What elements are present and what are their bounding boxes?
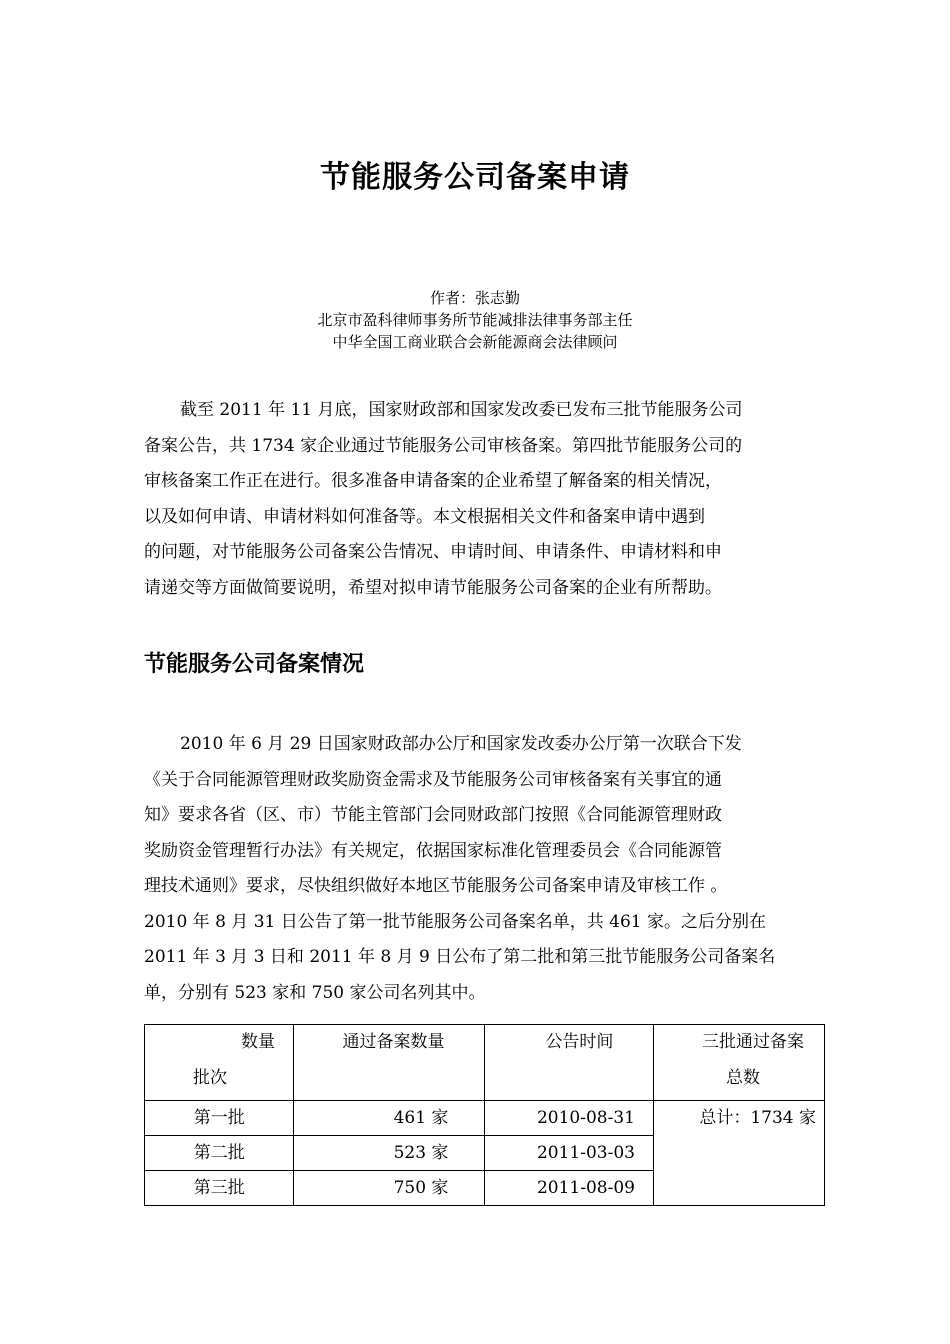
date-cell: [485, 1101, 654, 1136]
body-line: 知》要求各省（区、市）节能主管部门会同财政部门按照《合同能源管理财政: [144, 805, 722, 825]
document-title: 节能服务公司备案申请: [320, 160, 630, 195]
intro-line: 的问题，对节能服务公司备案公告情况、申请时间、申请条件、申请材料和申: [144, 542, 722, 562]
table-header-row: [145, 1025, 825, 1101]
header-batch-label: 批次: [193, 1068, 227, 1088]
header-date: [485, 1025, 654, 1101]
batch-label: 第二批: [193, 1143, 245, 1163]
header-diagonal-cell: [145, 1025, 294, 1101]
intro-line: 审核备案工作正在进行。很多准备申请备案的企业希望了解备案的相关情况，: [144, 471, 722, 491]
header-total: [653, 1025, 824, 1101]
section-heading: 节能服务公司备案情况: [144, 652, 365, 677]
date-value: 2011-03-03: [536, 1143, 635, 1163]
batch-cell: [145, 1136, 294, 1171]
body-line: 2010 年 6 月 29 日国家财政部办公厅和国家发改委办公厅第一次联合下发: [180, 734, 742, 754]
count-value: 461 家: [393, 1108, 449, 1128]
header-total-label-2: 总数: [725, 1068, 760, 1088]
filing-table: [144, 1024, 825, 1206]
date-value: 2010-08-31: [536, 1108, 635, 1128]
body-paragraph: [144, 727, 826, 1011]
intro-line: 截至 2011 年 11 月底，国家财政部和国家发改委已发布三批节能服务公司: [180, 400, 743, 420]
count-cell: [294, 1136, 485, 1171]
author-role: 中华全国工商业联合会新能源商会法律顾问: [332, 333, 618, 351]
header-quantity-label: 数量: [241, 1032, 275, 1052]
body-line: 理技术通则》要求，尽快组织做好本地区节能服务公司备案申请及审核工作 。: [144, 876, 728, 896]
body-line: 《关于合同能源管理财政奖励资金需求及节能服务公司审核备案有关事宜的通: [144, 769, 722, 790]
author-name: 作者：张志勤: [429, 289, 520, 307]
author-block: [0, 287, 950, 353]
batch-label: 第三批: [193, 1178, 245, 1198]
table-row: [145, 1101, 825, 1136]
date-cell: [485, 1171, 654, 1206]
header-count: [294, 1025, 485, 1101]
count-value: 523 家: [393, 1143, 449, 1163]
header-total-label-1: 三批通过备案: [701, 1032, 804, 1052]
intro-paragraph: [144, 393, 826, 606]
count-value: 750 家: [393, 1178, 449, 1198]
body-line: 奖励资金管理暂行办法》有关规定，依据国家标准化管理委员会《合同能源管: [144, 840, 722, 861]
batch-label: 第一批: [193, 1108, 245, 1128]
intro-line: 请递交等方面做简要说明，希望对拟申请节能服务公司备案的企业有所帮助。: [144, 577, 722, 598]
total-value: 总计：1734 家: [699, 1108, 816, 1128]
author-affiliation: 北京市盈科律师事务所节能减排法律事务部主任: [317, 311, 633, 329]
date-cell: [485, 1136, 654, 1171]
intro-line: 以及如何申请、申请材料如何准备等。本文根据相关文件和备案申请中遇到: [144, 506, 705, 527]
body-line: 单，分别有 523 家和 750 家公司名列其中。: [144, 982, 486, 1003]
date-value: 2011-08-09: [536, 1178, 635, 1198]
count-cell: [294, 1101, 485, 1136]
batch-cell: [145, 1101, 294, 1136]
batch-cell: [145, 1171, 294, 1206]
count-cell: [294, 1171, 485, 1206]
body-line: 2011 年 3 月 3 日和 2011 年 8 月 9 日公布了第二批和第三批节能服务公司备案名: [144, 947, 776, 967]
body-line: 2010 年 8 月 31 日公告了第一批节能服务公司备案名单，共 461 家。之后分别在: [144, 911, 766, 932]
header-count-label: 通过备案数量: [342, 1032, 445, 1052]
intro-line: 备案公告，共 1734 家企业通过节能服务公司审核备案。第四批节能服务公司的: [144, 435, 743, 456]
header-date-label: 公告时间: [545, 1032, 614, 1052]
total-cell: [653, 1101, 824, 1206]
